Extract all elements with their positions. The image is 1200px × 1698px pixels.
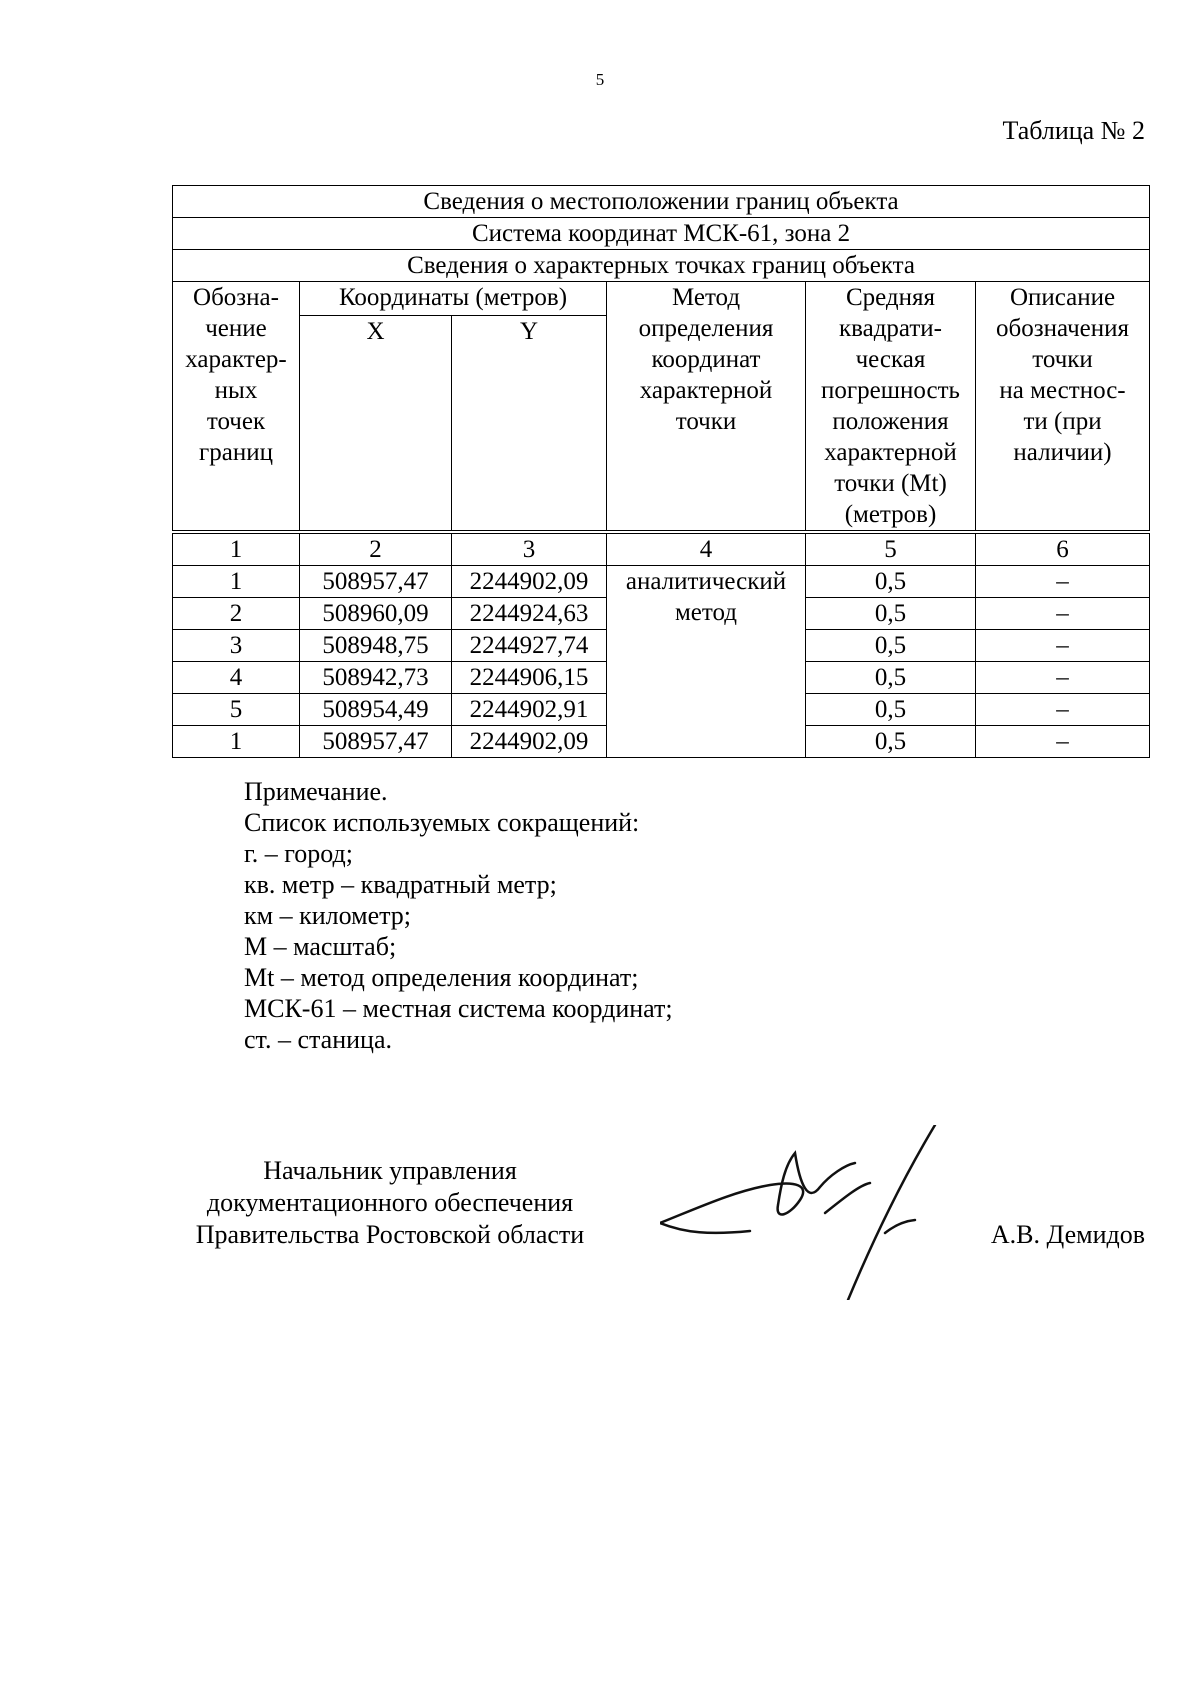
header-x: X [300,315,452,532]
cell-x: 508960,09 [300,598,452,630]
table-title-2: Система координат МСК-61, зона 2 [173,218,1150,250]
column-numbers-row [173,532,1150,566]
cell-y: 2244906,15 [452,662,607,694]
signer-name: А.В. Демидов [990,1220,1145,1249]
notes-line: Mt – метод определения координат; [244,963,639,992]
header-method-line: координат [651,346,761,373]
header-description-line: ти (при [1023,408,1102,435]
col-number: 6 [976,532,1150,566]
cell-error: 0,5 [806,726,976,758]
cell-method-line: метод [674,599,737,626]
cell-method-line: аналитический [625,568,787,595]
signer-position-line: документационного обеспечения [206,1188,574,1217]
cell-method [607,566,806,758]
col-number: 3 [452,532,607,566]
cell-description: – [976,566,1150,598]
boundary-points-table [172,185,1150,758]
col-number: 2 [300,532,452,566]
cell-x: 508957,47 [300,726,452,758]
header-y: Y [452,315,607,532]
header-method-line: Метод [671,284,741,311]
cell-y: 2244924,63 [452,598,607,630]
col-number: 1 [173,532,300,566]
table-caption: Таблица № 2 [1002,116,1145,145]
cell-x: 508954,49 [300,694,452,726]
header-description-line: на местнос- [999,377,1126,404]
notes-title: Примечание. [244,777,388,806]
signer-position-line: Начальник управления [263,1156,517,1185]
cell-point: 1 [173,726,300,758]
cell-x: 508942,73 [300,662,452,694]
cell-error: 0,5 [806,566,976,598]
header-error-line: погрешность [821,377,960,404]
header-point-line: границ [199,439,273,466]
cell-y: 2244902,91 [452,694,607,726]
signer-position [170,1155,610,1251]
header-description-line: наличии) [1013,439,1112,466]
handwritten-signature [660,1125,960,1300]
cell-description: – [976,630,1150,662]
cell-description: – [976,662,1150,694]
cell-x: 508957,47 [300,566,452,598]
cell-error: 0,5 [806,662,976,694]
table-title-3: Сведения о характерных точках границ объекта [173,250,1150,282]
table-row [173,566,1150,598]
header-point-line: Обозна- [193,284,279,311]
header-error-line: положения [832,408,949,435]
cell-error: 0,5 [806,630,976,662]
cell-error: 0,5 [806,694,976,726]
header-description-line: Описание [1009,284,1116,311]
header-description [976,282,1150,533]
page-number: 5 [595,70,605,89]
header-point-line: чение [205,315,267,342]
header-error [806,282,976,533]
header-error-line: Средняя [845,284,936,311]
notes-line: кв. метр – квадратный метр; [244,870,557,899]
header-point [173,282,300,533]
cell-y: 2244902,09 [452,566,607,598]
header-point-line: ных [214,377,258,404]
cell-description: – [976,726,1150,758]
header-error-line: характерной [824,439,957,466]
header-method [607,282,806,533]
header-method-line: определения [638,315,774,342]
header-description-line: обозначения [996,315,1130,342]
notes-line: км – километр; [244,901,412,930]
header-method-line: характерной [639,377,773,404]
notes-line: г. – город; [244,839,353,868]
col-number: 5 [806,532,976,566]
cell-description: – [976,598,1150,630]
table-title-1: Сведения о местоположении границ объекта [173,186,1150,218]
notes-line: ст. – станица. [244,1025,392,1054]
cell-point: 1 [173,566,300,598]
cell-description: – [976,694,1150,726]
notes-line: МСК-61 – местная система координат; [244,994,673,1023]
notes-line: М – масштаб; [244,932,397,961]
cell-point: 4 [173,662,300,694]
cell-point: 3 [173,630,300,662]
header-method-line: точки [675,408,737,435]
header-coords: Координаты (метров) [300,282,607,316]
cell-x: 508948,75 [300,630,452,662]
notes-section [244,776,673,1055]
header-error-line: (метров) [844,501,937,528]
header-point-line: точек [206,408,266,435]
cell-y: 2244902,09 [452,726,607,758]
cell-point: 5 [173,694,300,726]
header-error-line: квадрати- [838,315,942,342]
header-description-line: точки [1032,346,1093,373]
signer-position-line: Правительства Ростовской области [195,1220,585,1249]
header-error-line: ческая [855,346,926,373]
cell-error: 0,5 [806,598,976,630]
cell-y: 2244927,74 [452,630,607,662]
header-point-line: характер- [185,346,287,373]
col-number: 4 [607,532,806,566]
notes-line: Список используемых сокращений: [244,808,640,837]
header-error-line: точки (Mt) [834,470,947,497]
cell-point: 2 [173,598,300,630]
